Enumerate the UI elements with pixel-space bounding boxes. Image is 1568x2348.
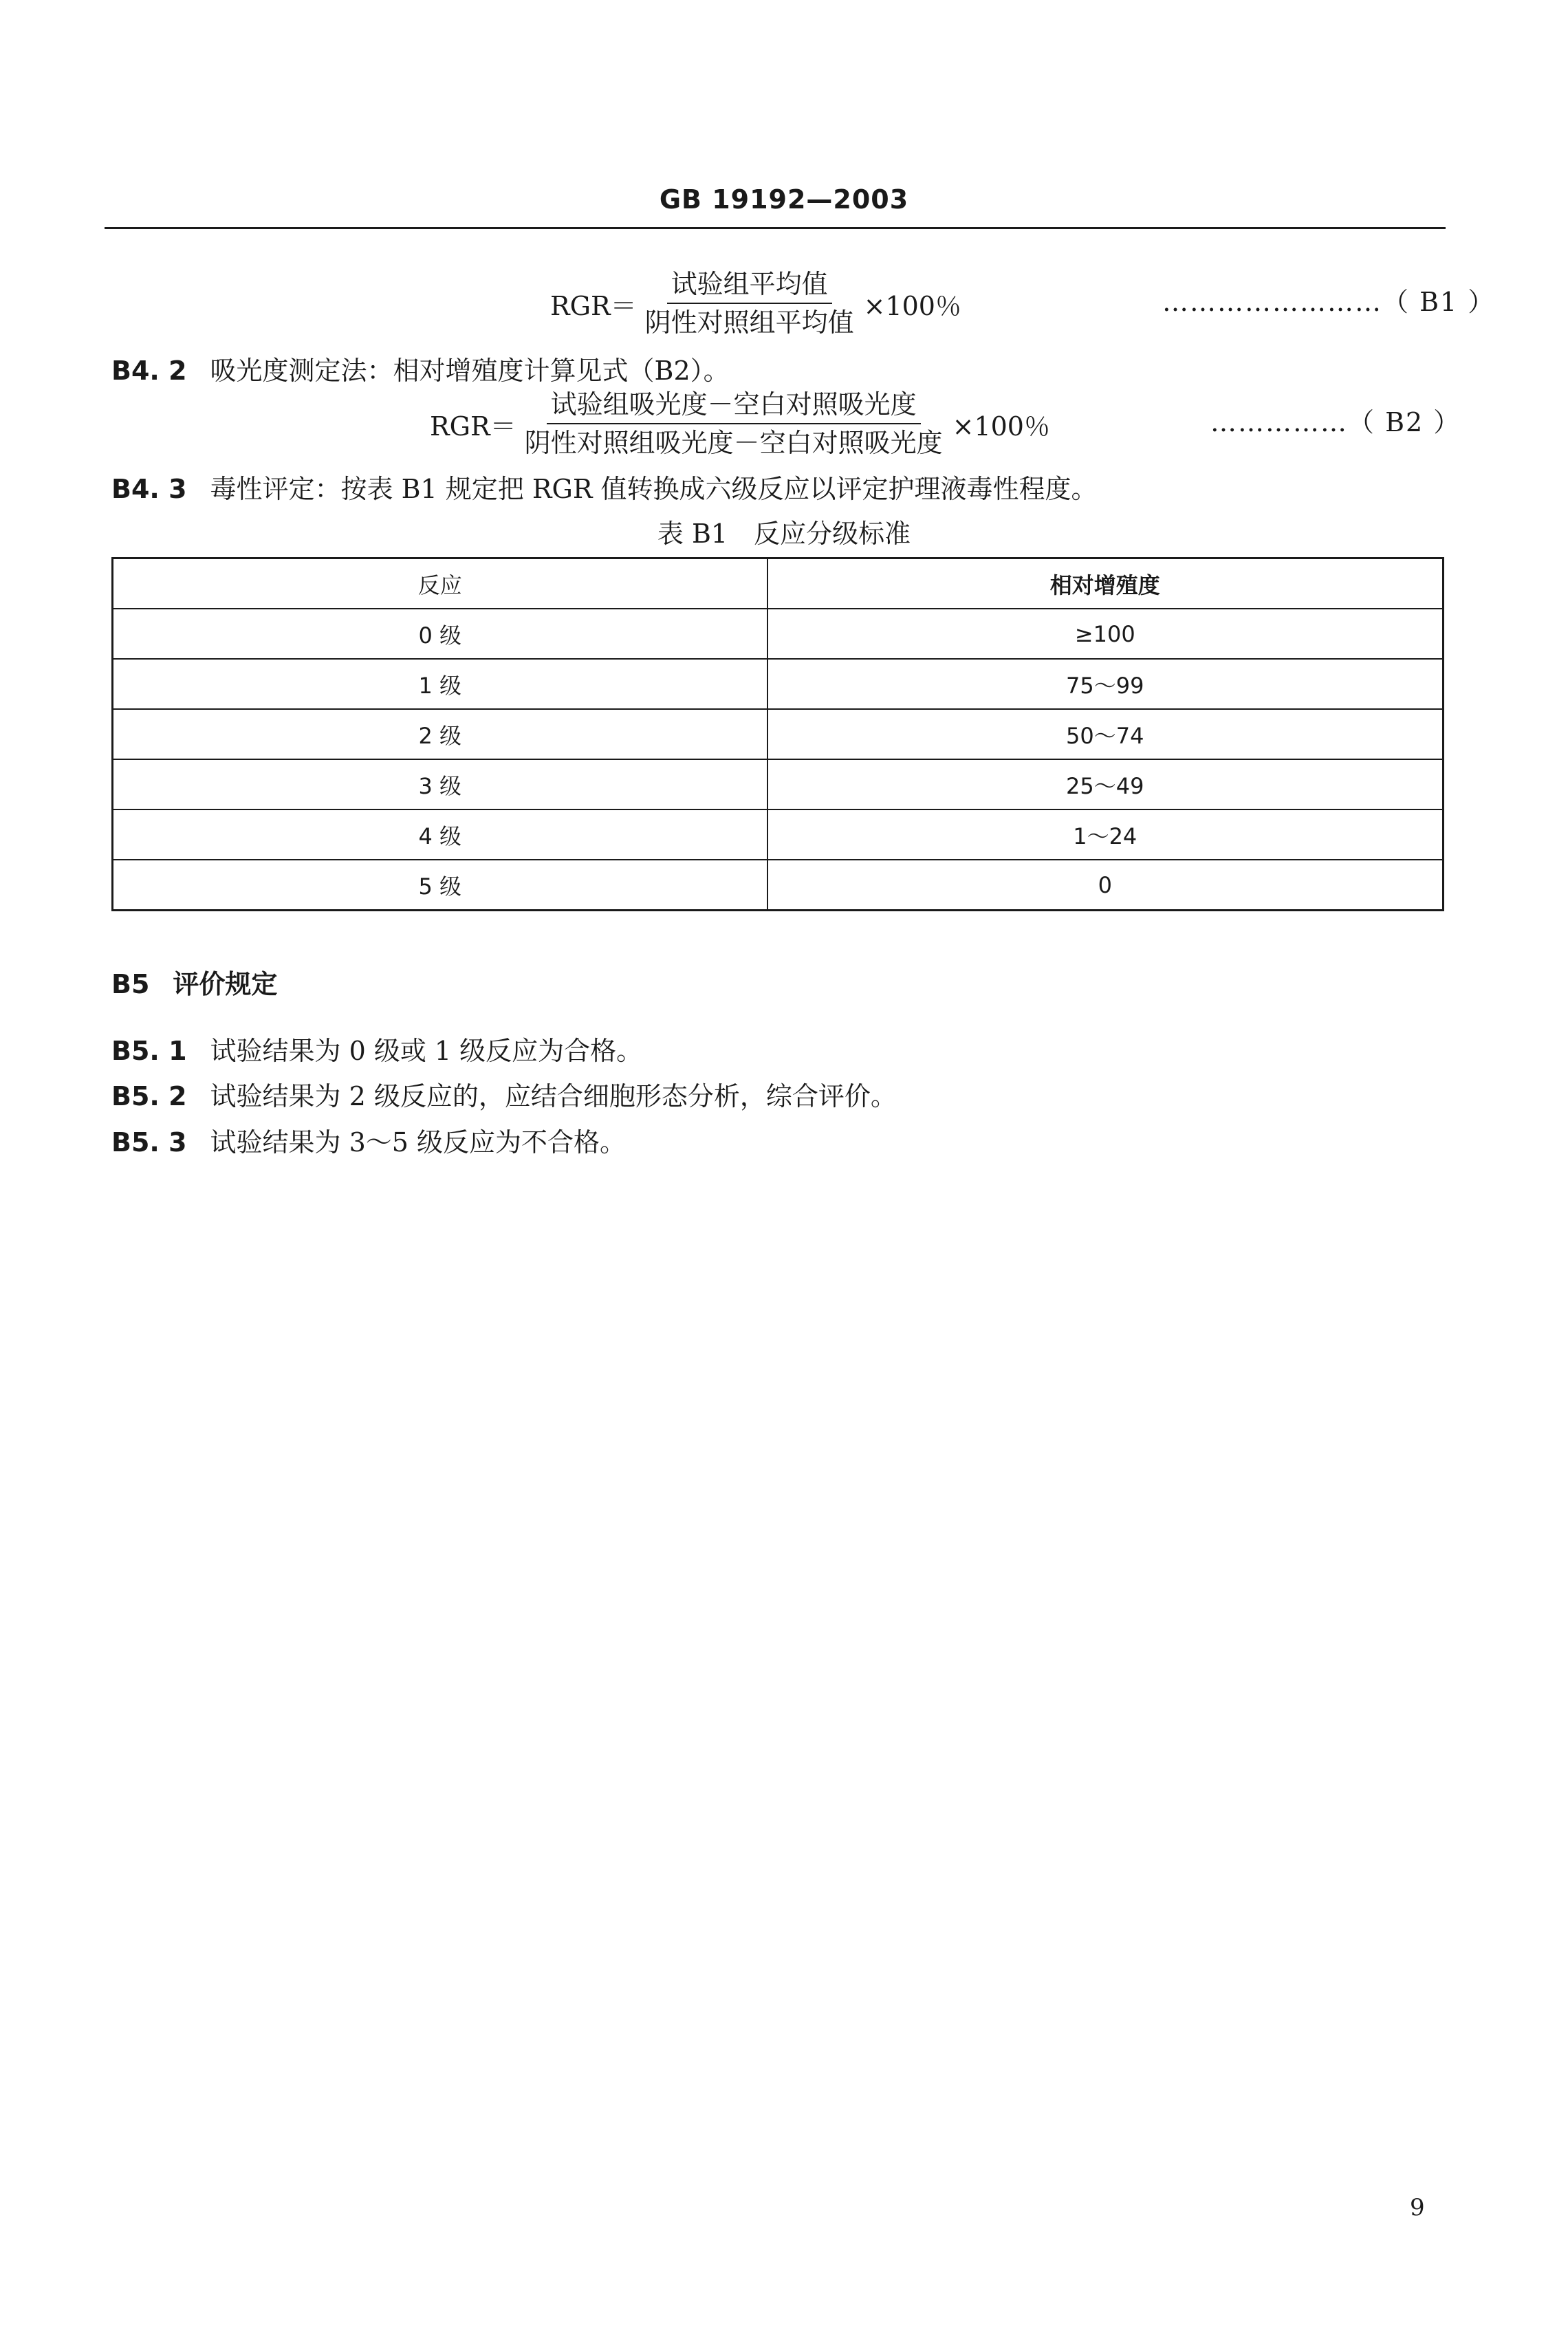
table-header-row: [113, 558, 1444, 609]
table-row: [113, 609, 1444, 659]
clause-number: B4. 2: [111, 356, 187, 386]
clause-b4-3: [111, 468, 1098, 506]
table-row: [113, 709, 1444, 759]
formula-b1-denominator: 阴性对照组平均值: [644, 307, 854, 338]
clause-text: 吸光度测定法：相对增殖度计算见式（B2）。: [210, 356, 730, 386]
clause-text: 试验结果为 3～5 级反应为不合格。: [210, 1127, 627, 1157]
formula-b2-numerator: 试验组吸光度－空白对照吸光度: [547, 389, 921, 424]
column-header-reaction: 反应: [113, 558, 767, 609]
running-header: GB 19192—2003: [659, 184, 909, 215]
formula-b2-fraction: [521, 389, 947, 459]
rgr-cell: 75～99: [767, 659, 1444, 709]
clause-number: B5. 3: [111, 1127, 187, 1157]
formula-b1-multiplier: ×100％: [863, 290, 961, 321]
reaction-cell: 3 级: [113, 759, 767, 809]
table-title: 表 B1 反应分级标准: [657, 519, 911, 549]
reaction-cell: 2 级: [113, 709, 767, 759]
clause-text: 试验结果为 2 级反应的，应结合细胞形态分析，综合评价。: [210, 1081, 897, 1111]
section-number: B5: [111, 969, 150, 999]
clause-text: 毒性评定：按表 B1 规定把 RGR 值转换成六级反应以评定护理液毒性程度。: [210, 474, 1098, 504]
section-b5-heading: [111, 963, 277, 1001]
formula-b2-multiplier: ×100％: [952, 411, 1050, 442]
table-row: [113, 860, 1444, 911]
table-row: [113, 659, 1444, 709]
formula-b1-number: ……………………（ B1 ）: [1162, 287, 1496, 317]
formula-b2: [430, 389, 1050, 459]
section-title: 评价规定: [173, 969, 278, 999]
clause-number: B5. 2: [111, 1081, 187, 1111]
clause-b5-2: [111, 1075, 897, 1113]
formula-b2-number: ……………（ B2 ）: [1210, 407, 1461, 437]
column-header-rgr: 相对增殖度: [767, 558, 1444, 609]
reaction-cell: 0 级: [113, 609, 767, 659]
clause-number: B4. 3: [111, 474, 187, 504]
formula-b2-denominator: 阴性对照组吸光度－空白对照吸光度: [524, 428, 943, 458]
table-row: [113, 809, 1444, 860]
rgr-cell: 0: [767, 860, 1444, 911]
clause-b5-3: [111, 1121, 626, 1159]
reaction-cell: 4 级: [113, 809, 767, 860]
clause-text: 试验结果为 0 级或 1 级反应为合格。: [210, 1036, 643, 1066]
formula-b1-numerator: 试验组平均值: [667, 268, 832, 304]
rgr-cell: 25～49: [767, 759, 1444, 809]
clause-number: B5. 1: [111, 1036, 187, 1066]
formula-b1: [550, 268, 961, 338]
page-number: 9: [1410, 2194, 1425, 2221]
formula-b1-lhs: RGR＝: [550, 290, 637, 321]
clause-b5-1: [111, 1030, 642, 1067]
rgr-cell: 1～24: [767, 809, 1444, 860]
clause-b4-2: [111, 349, 730, 387]
formula-b1-fraction: [641, 268, 858, 338]
rgr-cell: ≥100: [767, 609, 1444, 659]
table-row: [113, 759, 1444, 809]
rgr-cell: 50～74: [767, 709, 1444, 759]
header-rule: [105, 227, 1446, 229]
reaction-grade-table: [111, 557, 1444, 911]
formula-b2-lhs: RGR＝: [430, 411, 516, 442]
reaction-cell: 5 级: [113, 860, 767, 911]
reaction-cell: 1 级: [113, 659, 767, 709]
